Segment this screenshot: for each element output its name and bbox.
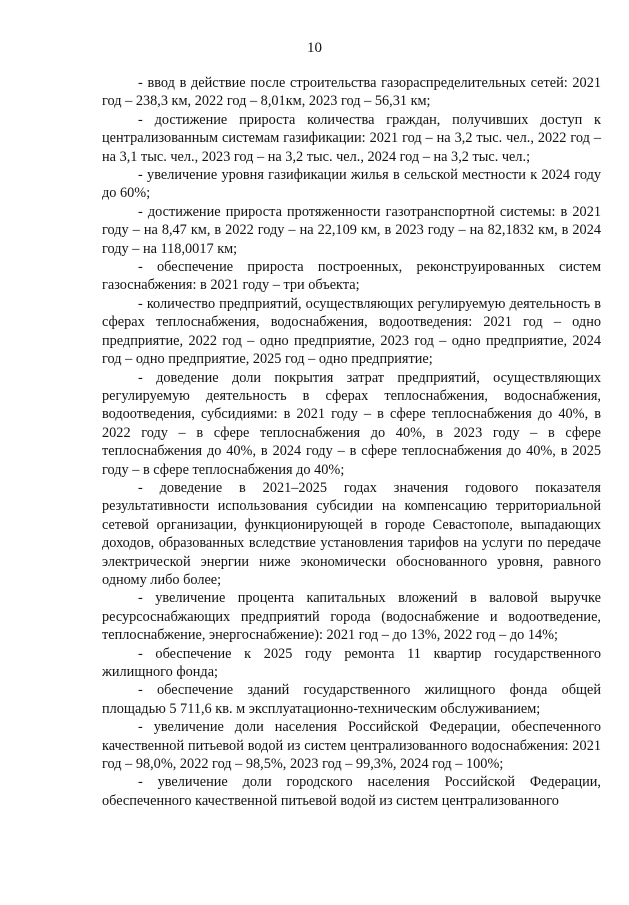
paragraph: - обеспечение к 2025 году ремонта 11 квартир государственного жилищного фонда; (102, 645, 601, 680)
paragraph: - увеличение уровня газификации жилья в сельской местности к 2024 году до 60%; (102, 167, 601, 202)
paragraph: - достижение прироста протяженности газотранспортной системы: в 2021 году – на 8,47 км, в 2022 году – на 22,109 км, в 2023 году – на 82,1832 км, в 2024 году – на 118,0017 км; (102, 203, 601, 257)
paragraph: - увеличение процента капитальных вложений в валовой выручке ресурсоснабжающих предприятий города (водоснабжение и водоотведение, теплоснабжение, энергоснабжение): 2021 год – до 13%, 2022 год – до 14%; (102, 590, 601, 644)
paragraph: - доведение доли покрытия затрат предприятий, осуществляющих регулируемую деятельность в сферах теплоснабжения, водоснабжения, водоотведения, субсидиями: в 2021 году – в сфере теплоснабжения до 40%, в 2022 году – в сфере теплоснабжения до 40%, в 2023 году – в сфере теплоснабжения до 40%, в 2024 году – в сфере теплоснабжения до 40%, в 2025 году – в сфере теплоснабжения до 40%; (102, 369, 601, 478)
document-body (102, 74, 601, 810)
paragraph: - количество предприятий, осуществляющих регулируемую деятельность в сферах теплоснабжения, водоснабжения, водоотведения: 2021 год – одно предприятие, 2022 год – одно предприятие, 2023 год – одно предприятие, 2024 год – одно предприятие, 2025 год – одно предприятие; (102, 295, 601, 368)
paragraph: - обеспечение прироста построенных, реконструированных систем газоснабжения: в 2021 году – три объекта; (102, 259, 601, 294)
paragraph: - увеличение доли городского населения Российской Федерации, обеспеченного качественной питьевой водой из систем централизованного (102, 774, 601, 809)
paragraph: - увеличение доли населения Российской Федерации, обеспеченного качественной питьевой водой из систем централизованного водоснабжения: 2021 год – 98,0%, 2022 год – 98,5%, 2023 год – 99,3%, 2024 год – 100%; (102, 719, 601, 773)
paragraph: - доведение в 2021–2025 годах значения годового показателя результативности использования субсидии на компенсацию территориальной сетевой организации, функционирующей в городе Севастополе, выпадающих доходов, образованных вследствие установления тарифов на услуги по передаче электрической энергии ниже экономически обоснованного уровня, равного одному либо более; (102, 479, 601, 588)
page-number: 10 (307, 40, 322, 56)
paragraph: - обеспечение зданий государственного жилищного фонда общей площадью 5 711,6 кв. м эксплуатационно-техническим обслуживанием; (102, 682, 601, 717)
paragraph: - ввод в действие после строительства газораспределительных сетей: 2021 год – 238,3 км, 2022 год – 8,01км, 2023 год – 56,31 км; (102, 75, 601, 110)
paragraph: - достижение прироста количества граждан, получивших доступ к централизованным системам газификации: 2021 год – на 3,2 тыс. чел., 2022 год – на 3,1 тыс. чел., 2023 год – на 3,2 тыс. чел., 2024 год – на 3,2 тыс. чел.; (102, 111, 601, 165)
